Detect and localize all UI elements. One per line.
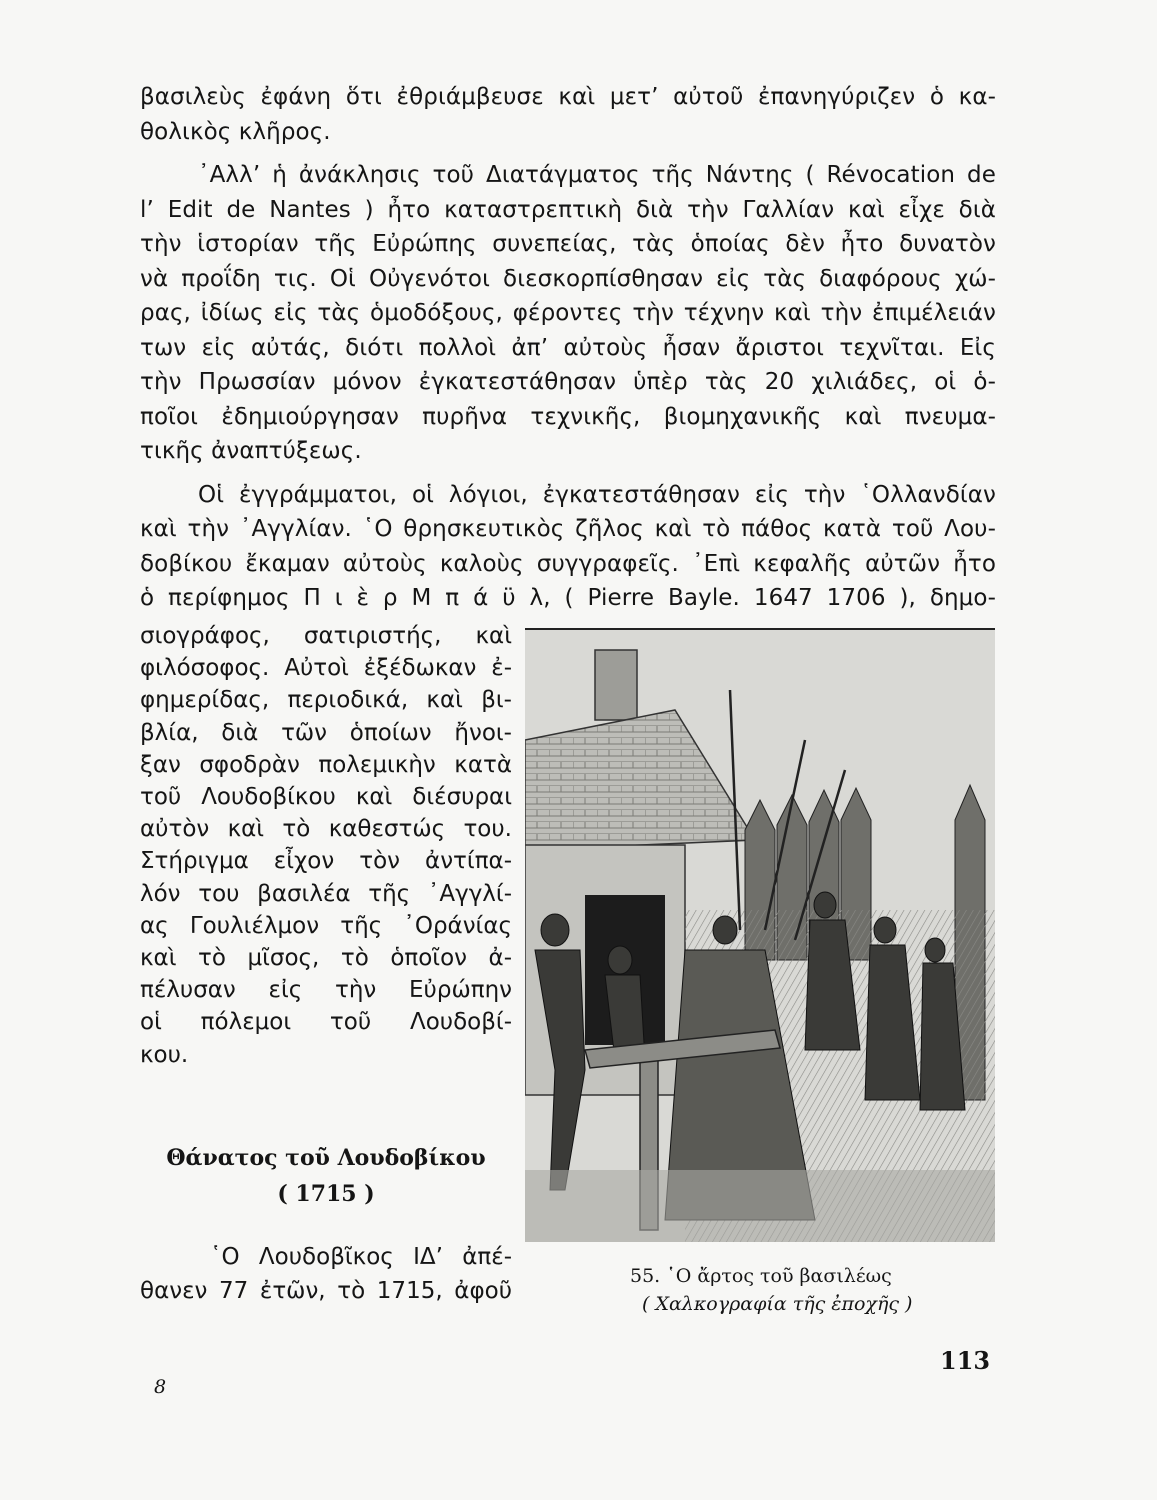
text-line: Στήριγμα εἶχον τὸν ἀντίπα- <box>140 848 512 875</box>
text-line: βασιλεὺς ἐφάνη ὅτι ἐθριάμβευσε καὶ μετ’ αὐτοῦ ἐπανηγύριζεν ὁ κα- <box>140 84 996 110</box>
column-paragraph <box>140 620 512 1071</box>
engraving-image <box>525 630 995 1242</box>
signature-mark: 8 <box>154 1376 167 1398</box>
paragraph-3 <box>140 478 996 616</box>
section-heading-title: Θάνατος τοῦ Λουδοβίκου <box>166 1145 486 1171</box>
text-line: θολικὸς κλῆρος. <box>140 118 331 145</box>
paragraph-1 <box>140 80 996 149</box>
text-line: θανεν 77 ἐτῶν, τὸ 1715, ἀφοῦ <box>140 1278 512 1304</box>
text-line: οἱ πόλεμοι τοῦ Λουδοβί- <box>140 1009 512 1036</box>
text-line: αὐτὸν καὶ τὸ καθεστώς του. <box>140 816 512 843</box>
figure-caption <box>630 1262 960 1318</box>
narrow-column-text <box>140 620 512 1071</box>
text-line: καὶ τὸ μῖσος, τὸ ὁποῖον ἀ- <box>140 945 512 972</box>
text-line: νὰ προΐδη τις. Οἱ Οὐγενότοι διεσκορπίσθησαν εἰς τὰς διαφόρους χώ- <box>140 265 996 292</box>
text-line: l’ Edit de Nantes ) ἦτο καταστρεπτικὴ διὰ τὴν Γαλλίαν καὶ εἶχε διὰ <box>140 196 996 223</box>
text-line: καὶ τὴν ᾿Αγγλίαν. ῾Ο θρησκευτικὸς ζῆλος καὶ τὸ πάθος κατὰ τοῦ Λου- <box>140 516 996 542</box>
text-line: ποῖοι ἐδημιούργησαν πυρῆνα τεχνικῆς, βιομηχανικῆς καὶ πνευμα- <box>140 403 996 430</box>
text-line: τικῆς ἀναπτύξεως. <box>140 438 362 464</box>
text-line: ρας, ἰδίως εἰς τὰς ὁμοδόξους, φέροντες τὴν τέχνην καὶ τὴν ἐπιμέλειάν <box>140 300 996 326</box>
text-line: φιλόσοφος. Αὐτοὶ ἐξέδωκαν ἐ- <box>140 655 512 682</box>
chimney <box>595 650 637 720</box>
text-line: λόν του βασιλέα τῆς ᾿Αγγλί- <box>140 880 512 907</box>
caption-source: ( Χαλκογραφία τῆς ἐποχῆς ) <box>642 1293 913 1315</box>
ground <box>525 1170 995 1242</box>
engraving-illustration <box>525 628 995 1242</box>
text-line: τοῦ Λουδοβίκου καὶ διέσυραι <box>140 784 512 811</box>
full-width-text <box>140 80 996 616</box>
text-line: ας Γουλιέλμον τῆς ᾿Οράνίας <box>140 912 512 939</box>
section-heading <box>140 1140 512 1212</box>
text-line: φημερίδας, περιοδικά, καὶ βι- <box>140 687 512 714</box>
text-line: ᾿Αλλ’ ἡ ἀνάκλησις τοῦ Διατάγματος τῆς Νάντης ( Révocation de <box>198 162 996 188</box>
text-line: βλία, διὰ τῶν ὁποίων ἤνοι- <box>140 719 512 746</box>
text-line: πέλυσαν εἰς τὴν Εὐρώπην <box>140 977 512 1004</box>
text-line: των εἰς αὐτάς, διότι πολλοὶ ἀπ’ αὐτοὺς ἦσαν ἄριστοι τεχνῖται. Εἰς <box>140 334 996 361</box>
text-line: τὴν Πρωσσίαν μόνον ἐγκατεστάθησαν ὑπὲρ τὰς 20 χιλιάδες, οἱ ὁ- <box>140 369 996 395</box>
text-line: δοβίκου ἔκαμαν αὐτοὺς καλοὺς συγγραφεῖς. ᾿Επὶ κεφαλῆς αὐτῶν ἦτο <box>140 550 996 577</box>
closing-paragraph <box>140 1240 512 1308</box>
text-line: τὴν ἱστορίαν τῆς Εὐρώπης συνεπείας, τὰς ὁποίας δὲν ἦτο δυνατὸν <box>140 231 996 257</box>
text-line: ὁ περίφημος Π ι ὲ ρ Μ π ά ϋ λ, ( Pierre Bayle. 1647 1706 ), δημο- <box>140 585 996 611</box>
text-line: Οἱ ἐγγράμματοι, οἱ λόγιοι, ἐγκατεστάθησαν εἰς τὴν ῾Ολλανδίαν <box>198 481 996 508</box>
page-number: 113 <box>940 1346 991 1375</box>
text-line: σιογράφος, σατιριστής, καὶ <box>140 623 512 649</box>
text-line: ξαν σφοδρὰν πολεμικὴν κατὰ <box>140 751 512 778</box>
paragraph-2 <box>140 158 996 469</box>
section-heading-year: ( 1715 ) <box>277 1181 375 1207</box>
text-line: ῾Ο Λουδοβῖκος ΙΔ’ ἀπέ- <box>210 1244 512 1270</box>
caption-title: 55. ῾Ο ἄρτος τοῦ βασιλέως <box>630 1265 892 1287</box>
text-line: κου. <box>140 1041 189 1068</box>
